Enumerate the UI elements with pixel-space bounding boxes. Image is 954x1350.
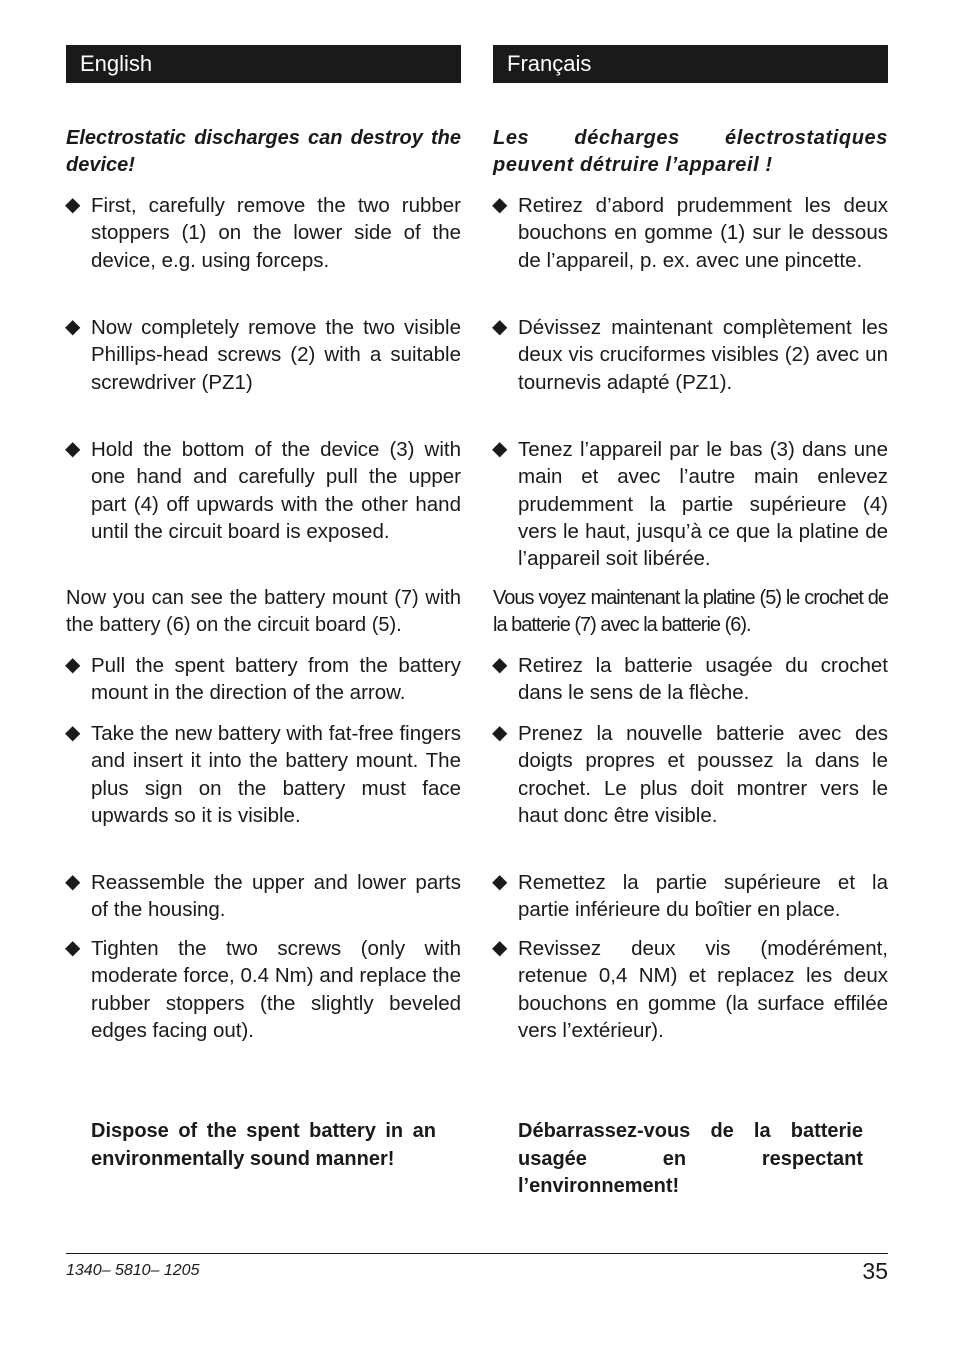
- step-text: Remettez la partie supérieure et la partie inférieure du boîtier en place.: [518, 871, 888, 922]
- list-item: [66, 935, 461, 1044]
- diamond-bullet-icon: ◆: [492, 654, 508, 676]
- diamond-bullet-icon: ◆: [492, 194, 508, 216]
- diamond-bullet-icon: ◆: [65, 871, 81, 893]
- section-header-french: Français: [493, 45, 888, 83]
- step-text: Take the new battery with fat-free fingers and insert it into the battery mount. The plus sign on the battery must face upwards so it is visible.: [91, 722, 461, 827]
- diamond-bullet-icon: ◆: [492, 316, 508, 338]
- battery-note: Now you can see the battery mount (7) with the battery (6) on the circuit board (5).: [66, 587, 461, 636]
- step-text: Hold the bottom of the device (3) with one hand and carefully pull the upper part (4) off upwards with the other hand until the circuit board is exposed.: [91, 438, 461, 543]
- list-item: [493, 436, 888, 572]
- diamond-bullet-icon: ◆: [492, 438, 508, 460]
- step-text: Tighten the two screws (only with moderate force, 0.4 Nm) and replace the rubber stoppers (the slightly beveled edges facing out).: [91, 937, 461, 1042]
- diamond-bullet-icon: ◆: [492, 722, 508, 744]
- english-column: [65, 45, 461, 1170]
- step-text: Dévissez maintenant complètement les deux vis cruciformes visibles (2) avec un tournevis adapté (PZ1).: [518, 316, 888, 394]
- step-text: Retirez d’abord prudemment les deux bouchons en gomme (1) sur le dessous de l’appareil, p. ex. avec une pincette.: [518, 194, 888, 272]
- diamond-bullet-icon: ◆: [65, 438, 81, 460]
- list-item: [66, 869, 461, 924]
- disposal-notice: Débarrassez-vous de la batterie usagée en respectant l’environnement!: [518, 1120, 863, 1197]
- list-item: [66, 652, 461, 707]
- diamond-bullet-icon: ◆: [492, 937, 508, 959]
- list-item: [66, 720, 461, 829]
- esd-warning: Electrostatic discharges can destroy the device!: [66, 127, 461, 176]
- step-text: First, carefully remove the two rubber stoppers (1) on the lower side of the device, e.g. using forceps.: [91, 194, 461, 272]
- diamond-bullet-icon: ◆: [65, 316, 81, 338]
- step-text: Tenez l’appareil par le bas (3) dans une main et avec l’autre main enlevez prudemment la partie supérieure (4) vers le haut, jusqu’à ce que la platine de l’appareil soit libérée.: [518, 438, 888, 571]
- diamond-bullet-icon: ◆: [65, 937, 81, 959]
- step-text: Retirez la batterie usagée du crochet dans le sens de la flèche.: [518, 654, 888, 705]
- diamond-bullet-icon: ◆: [65, 194, 81, 216]
- list-item: [66, 436, 461, 545]
- step-text: Prenez la nouvelle batterie avec des doigts propres et poussez la dans le crochet. Le plus doit montrer vers le haut donc être visible.: [518, 722, 888, 827]
- footer-divider: [66, 1253, 888, 1254]
- list-item: [493, 869, 888, 924]
- section-header-english: English: [66, 45, 461, 83]
- diamond-bullet-icon: ◆: [492, 871, 508, 893]
- list-item: [493, 192, 888, 274]
- esd-warning: Les décharges électrostatiques peuvent détruire l’appareil !: [493, 127, 888, 176]
- step-text: Reassemble the upper and lower parts of the housing.: [91, 871, 461, 922]
- french-column: [492, 45, 888, 1197]
- diamond-bullet-icon: ◆: [65, 654, 81, 676]
- document-code: 1340– 5810– 1205: [66, 1262, 200, 1279]
- list-item: [493, 314, 888, 396]
- step-text: Pull the spent battery from the battery mount in the direction of the arrow.: [91, 654, 461, 705]
- list-item: [66, 314, 461, 396]
- list-item: [493, 652, 888, 707]
- disposal-notice: Dispose of the spent battery in an environmentally sound manner!: [91, 1120, 436, 1170]
- list-item: [66, 192, 461, 274]
- diamond-bullet-icon: ◆: [65, 722, 81, 744]
- list-item: [493, 935, 888, 1044]
- list-item: [493, 720, 888, 829]
- page-number: 35: [862, 1258, 888, 1284]
- step-text: Revissez deux vis (modérément, retenue 0,4 NM) et replacez les deux bouchons en gomme (la surface effilée vers l’extérieur).: [518, 937, 888, 1042]
- step-text: Now completely remove the two visible Phillips-head screws (2) with a suitable screwdriver (PZ1): [91, 316, 461, 394]
- battery-note: Vous voyez maintenant la platine (5) le crochet de la batterie (7) avec la batterie (6).: [493, 587, 888, 636]
